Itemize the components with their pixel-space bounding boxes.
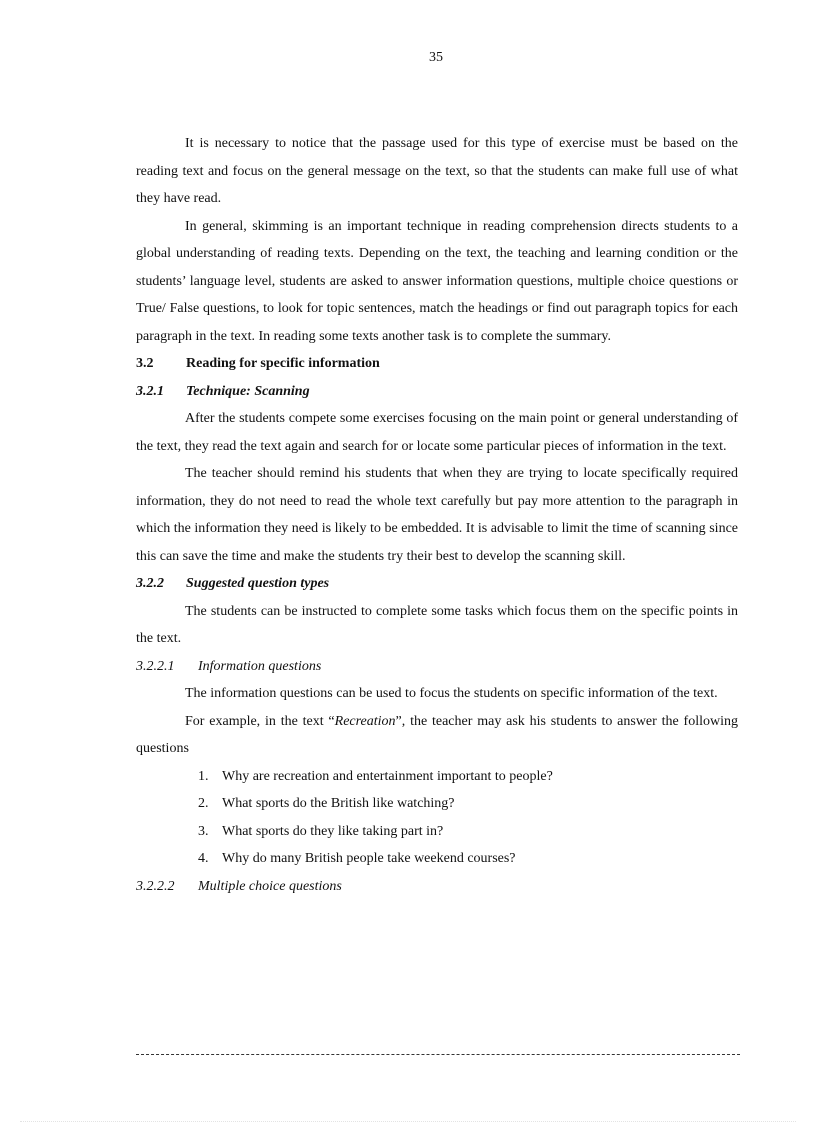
subsection-heading [136, 570, 738, 598]
list-item [136, 818, 738, 846]
footer-divider [136, 1054, 740, 1055]
paragraph: The information questions can be used to focus the students on specific information of the text. [185, 686, 718, 701]
list-item-text: What sports do the British like watching? [222, 796, 455, 811]
section-title: Technique: Scanning [186, 383, 310, 399]
section-number: 3.2.2.1 [136, 658, 175, 674]
list-marker: 4. [198, 851, 209, 866]
paragraph: It is necessary to notice that the passage used for this type of exercise must be based on the reading text and focus on the general message on the text, so that the students can make full use of what they have read. [136, 136, 738, 206]
section-number: 3.2.2 [136, 576, 164, 591]
section-number: 3.2.2.2 [136, 878, 175, 894]
paragraph: The students can be instructed to complete some tasks which focus them on the specific points in the text. [136, 603, 738, 646]
page-bottom-border [20, 1121, 796, 1122]
list-item-text: Why do many British people take weekend courses? [222, 851, 516, 866]
text-title-italic: Recreation [334, 713, 396, 729]
section-title: Information questions [198, 658, 322, 674]
section-title: Multiple choice questions [198, 878, 342, 894]
section-number: 3.2.1 [136, 383, 164, 399]
paragraph-text: ”, the teacher may ask his students to answer the following questions [136, 713, 738, 756]
question-list [136, 763, 738, 873]
list-marker: 2. [198, 796, 209, 811]
section-title: Reading for specific information [186, 356, 380, 371]
list-marker: 3. [198, 823, 209, 839]
subsubsection-heading [136, 873, 738, 901]
list-item [136, 763, 738, 791]
subsection-heading [136, 378, 738, 406]
list-marker: 1. [198, 768, 209, 784]
page-number: 35 [429, 50, 443, 65]
paragraph [136, 708, 738, 763]
list-item [136, 790, 738, 818]
section-title: Suggested question types [186, 576, 330, 591]
document-body [136, 130, 738, 900]
paragraph: After the students compete some exercises focusing on the main point or general understanding of the text, they read the text again and search for or locate some particular pieces of information in the text. [136, 411, 738, 454]
list-item-text: Why are recreation and entertainment important to people? [222, 768, 553, 784]
paragraph: The teacher should remind his students that when they are trying to locate specifically required information, they do not need to read the whole text carefully but pay more attention to the paragraph in which the information they need is likely to be embedded. It is advisable to limit the time of scanning since this can save the time and make the students try their best to develop the scanning skill. [136, 466, 738, 564]
list-item [136, 845, 738, 873]
paragraph-text: For example, in the text “ [185, 713, 335, 729]
paragraph: In general, skimming is an important technique in reading comprehension directs students to a global understanding of reading texts. Depending on the text, the teaching and learning condition or the students’ language level, students are asked to answer information questions, multiple choice questions or True/ False questions, to look for topic sentences, match the headings or find out paragraph topics for each paragraph in the text. In reading some texts another task is to complete the summary. [136, 218, 738, 344]
section-number: 3.2 [136, 356, 154, 371]
section-heading [136, 350, 738, 378]
subsubsection-heading [136, 653, 738, 681]
list-item-text: What sports do they like taking part in? [222, 823, 444, 839]
